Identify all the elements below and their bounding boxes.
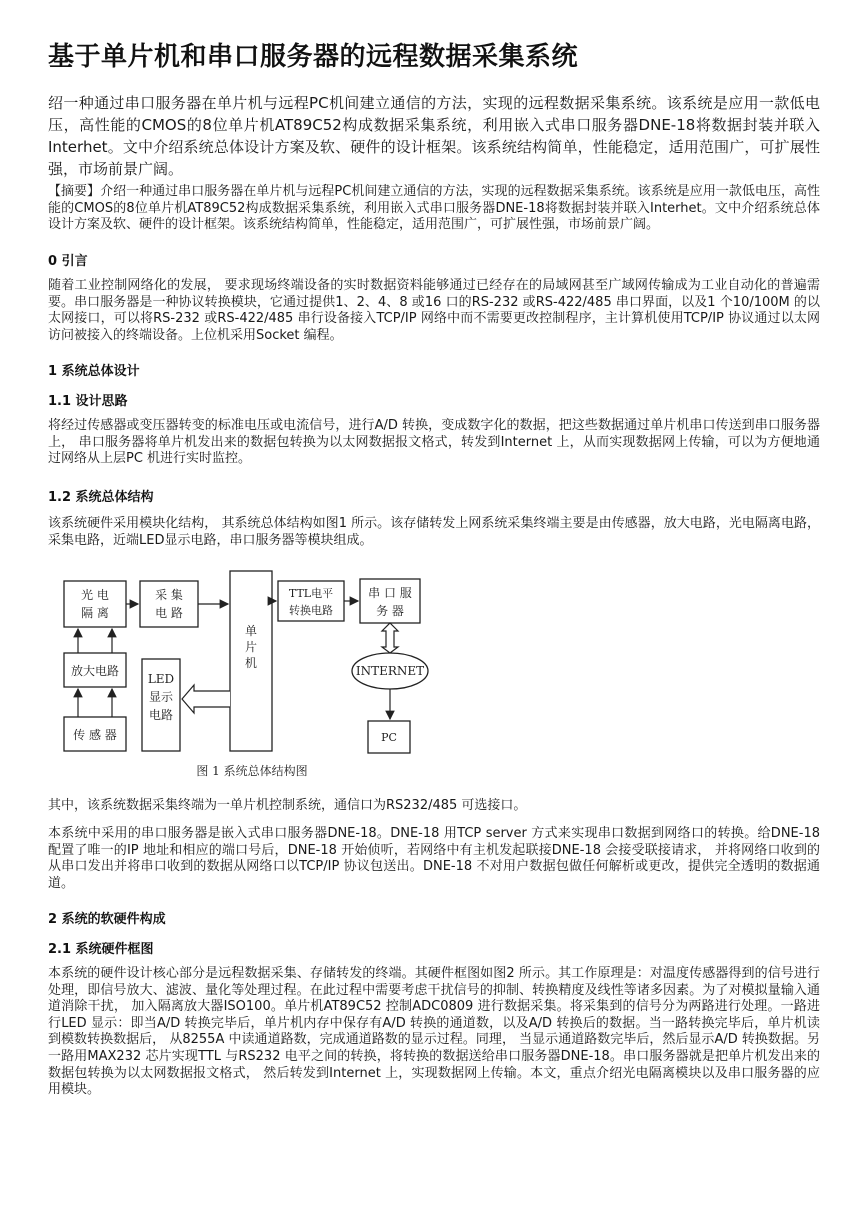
led-label-3: 电路 (148, 708, 174, 722)
led-label-2: 显示 (148, 690, 174, 704)
section-2-1-heading: 2.1 系统硬件框图 (48, 942, 154, 957)
figure-1-system-structure (56, 565, 436, 785)
mcu-label-3: 机 (244, 656, 258, 670)
after-figure-paragraph-1: 其中，该系统数据采集终端为一单片机控制系统，通信口为RS232/485 可选接口。 (48, 798, 527, 813)
page-title: 基于单片机和串口服务器的远程数据采集系统 (48, 42, 579, 72)
abstract-paragraph: 【摘要】介绍一种通过串口服务器在单片机与远程PC机间建立通信的方法，实现的远程数据采集系统。该系统是应用一款低电压，高性能的CMOS的8位单片机AT89C52构成数据采集系统，利用嵌入式串口服务器DNE-18将数据封装并联入Interhet。文中介绍系统总体设计方案及软、硬件的设计框架。该系统结构简单，性能稳定，适用范围广，可扩展性强，市场前景广阔。 (48, 184, 820, 233)
after-figure-paragraph-2: 本系统中采用的串口服务器是嵌入式串口服务器DNE-18。DNE-18 用TCP server 方式来实现串口数据到网络口的转换。给DNE-18 配置了唯一的IP 地址和相应的端口号后，DNE-18 开始侦听，若网络中有主机发起联接DNE-18 会接受联接请求， 并将网络口收到的从串口发出并将串口收到的数据从网络口以TCP/IP 协议包送出。DNE-18 不对用户数据包做任何解析或更改，提供完全透明的数据通道。 (48, 826, 820, 891)
mcu-label-2: 片 (244, 640, 258, 654)
section-2-heading: 2 系统的软硬件构成 (48, 912, 166, 927)
figure-caption: 图 1 系统总体结构图 (196, 764, 308, 778)
section-1-heading: 1 系统总体设计 (48, 364, 140, 379)
lead-paragraph: 绍一种通过串口服务器在单片机与远程PC机间建立通信的方法，实现的远程数据采集系统。该系统是应用一款低电压，高性能的CMOS的8位单片机AT89C52构成数据采集系统，利用嵌入式串口服务器DNE-18将数据封装并联入Interhet。文中介绍系统总体设计方案及软、硬件的设计框架。该系统结构简单，性能稳定，适用范围广，可扩展性强，市场前景广阔。 (48, 94, 820, 178)
section-1-2-text: 该系统硬件采用模块化结构， 其系统总体结构如图1 所示。该存储转发上网系统采集终端主要是由传感器，放大电路，光电隔离电路，采集电路，近端LED显示电路，串口服务器等模块组成。 (48, 516, 820, 548)
led-label-1: LED (147, 672, 175, 686)
mcu-label-1: 单 (244, 624, 258, 638)
internet-label: INTERNET (355, 664, 425, 678)
serial-server-label-2: 务 器 (376, 604, 404, 618)
ttl-label-1: TTL电平 (288, 587, 334, 600)
section-1-1-heading: 1.1 设计思路 (48, 394, 128, 409)
section-1-2-heading: 1.2 系统总体结构 (48, 490, 154, 505)
acquisition-label-2: 电 路 (155, 606, 183, 620)
optocoupler-label-2: 隔 离 (81, 606, 109, 620)
section-0-text: 随着工业控制网络化的发展， 要求现场终端设备的实时数据资料能够通过已经存在的局域网甚至广域网传输成为工业自动化的普遍需要。串口服务器是一种协议转换模块，它通过提供1、2、4、8 或16 口的RS-232 或RS-422/485 串口界面，以及1 个10/100M 的以太网接口，可以将RS-232 或RS-422/485 串行设备接入TCP/IP 网络中而不需要更改控制程序，主计算机使用TCP/IP 协议通过以太网访问被接入的终端设备。上位机采用Socket 编程。 (48, 278, 820, 343)
sensor-label: 传 感 器 (73, 728, 117, 742)
ttl-label-2: 转换电路 (289, 604, 333, 617)
amplifier-label: 放大电路 (70, 664, 120, 678)
pc-label: PC (381, 731, 397, 744)
serial-server-label-1: 串 口 服 (368, 586, 412, 600)
optocoupler-label-1: 光 电 (81, 588, 109, 602)
acquisition-label-1: 采 集 (155, 588, 183, 602)
section-1-1-text: 将经过传感器或变压器转变的标准电压或电流信号，进行A/D 转换，变成数字化的数据，把这些数据通过单片机串口传送到串口服务器上， 串口服务器将单片机发出来的数据包转换为以太网数据报文格式，转发到Internet 上，从而实现数据网上传输，可以为方便地通过网络从上层PC 机进行实时监控。 (48, 418, 820, 467)
section-0-heading: 0 引言 (48, 254, 88, 269)
section-2-1-text: 本系统的硬件设计核心部分是远程数据采集、存储转发的终端。其硬件框图如图2 所示。其工作原理是：对温度传感器得到的信号进行处理，即信号放大、滤波、量化等处理过程。在此过程中需要考虑干扰信号的抑制、转换精度及线性等诸多因素。为了对模拟量输入通道消除干扰， 加入隔离放大器ISO100。单片机AT89C52 控制ADC0809 进行数据采集。将采集到的信号分为两路进行处理。一路进行LED 显示：即当A/D 转换完毕后，单片机内存中保存有A/D 转换的通道数，以及A/D 转换后的数据。当一路转换完毕后，单片机读到模数转换数据后， 从8255A 中读通道路数，完成通道路数的显示过程。同理， 当显示通道路数完毕后，然后显示A/D 转换数据。另一路用MAX232 芯片实现TTL 与RS232 电平之间的转换，将转换的数据送给串口服务器DNE-18。串口服务器就是把单片机发出来的数据包转换为以太网数据报文格式， 然后转发到Internet 上，实现数据网上传输。本文，重点介绍光电隔离模块以及串口服务器的应用模块。 (48, 966, 820, 1098)
